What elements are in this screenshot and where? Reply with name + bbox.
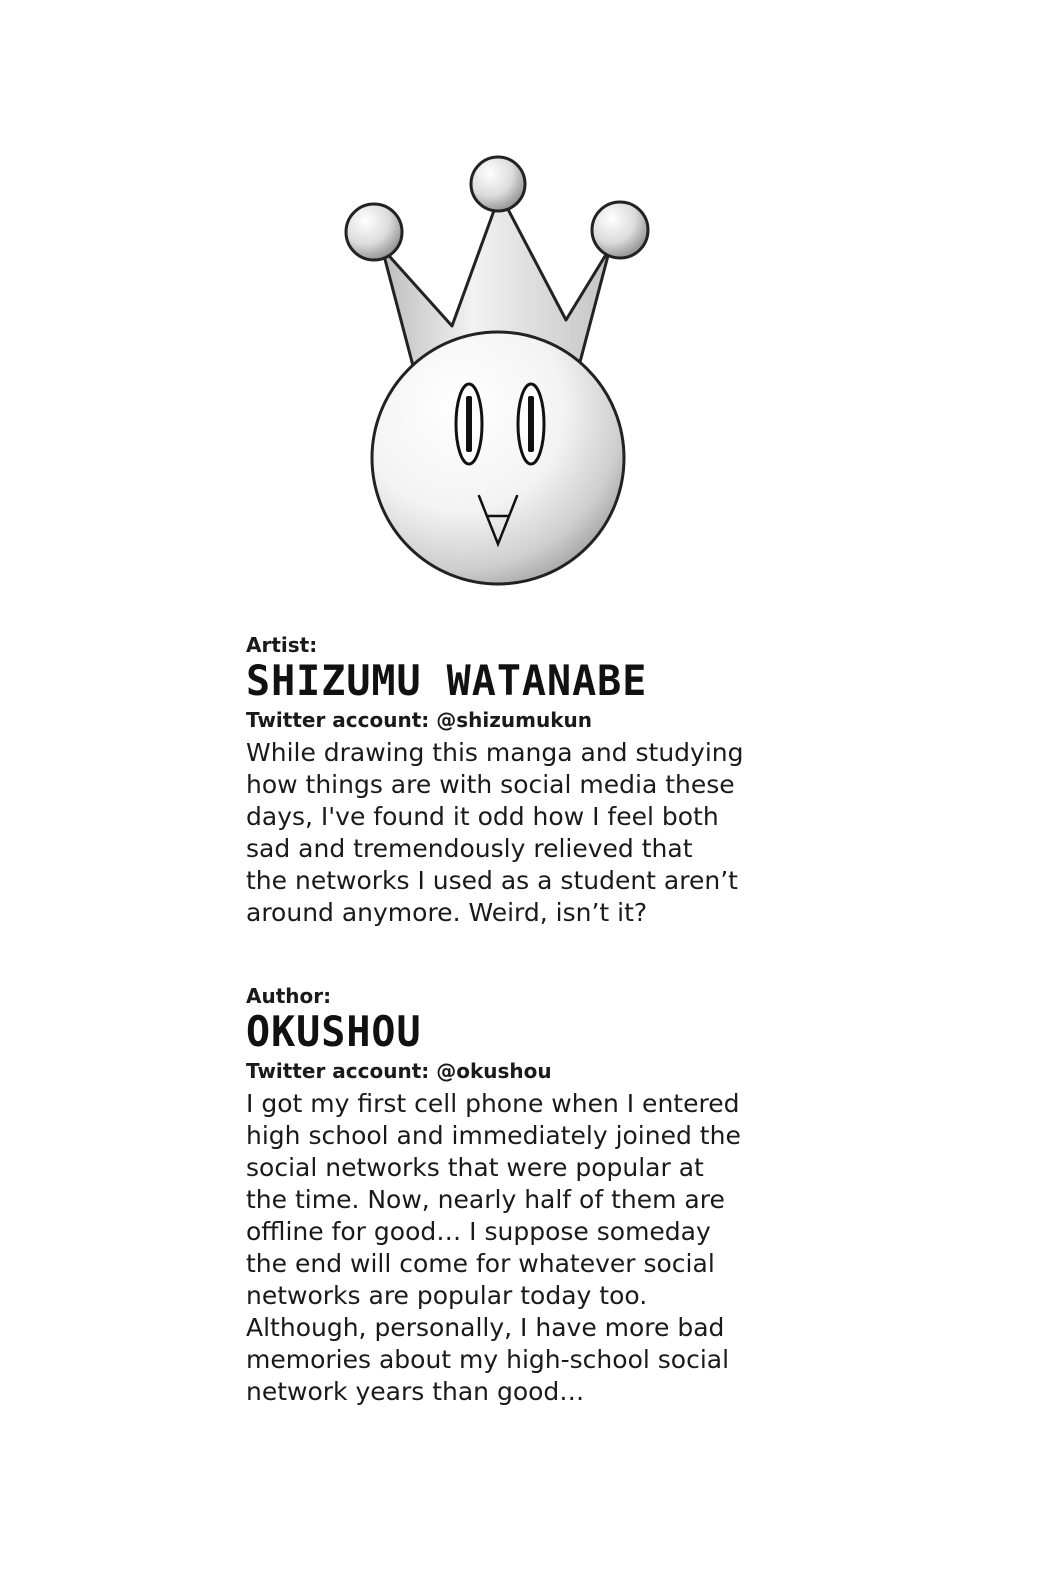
crown-mascot-icon [330,150,660,590]
author-bio-line: network years than good… [246,1377,585,1406]
author-role-label: Author: [246,984,332,1008]
artist-bio-line: how things are with social media these [246,770,735,799]
author-name: OKUSHOU [246,1008,422,1057]
artist-bio-line: days, I've found it odd how I feel both [246,802,719,831]
author-bio-line: offline for good… I suppose someday [246,1217,711,1246]
author-bio-line: social networks that were popular at [246,1153,704,1182]
artist-bio [246,737,806,929]
crown-ball-left [346,204,402,260]
artist-role-label: Artist: [246,633,318,657]
crown-ball-right [592,202,648,258]
author-bio-line: high school and immediately joined the [246,1121,741,1150]
author-bio-line: I got my first cell phone when I entered [246,1089,740,1118]
author-bio [246,1088,806,1408]
author-bio-line: Although, personally, I have more bad [246,1313,725,1342]
artist-twitter-label: Twitter account: [246,708,430,732]
author-bio-line: memories about my high-school social [246,1345,730,1374]
artist-bio-line: sad and tremendously relieved that [246,834,693,863]
crown-ball-center [471,157,525,211]
artist-section [246,633,806,929]
artist-twitter-line [246,707,806,733]
author-twitter-handle: @okushou [436,1059,552,1083]
artist-twitter-handle: @shizumukun [436,708,592,732]
artist-bio-line: While drawing this manga and studying [246,738,744,767]
artist-bio-line: around anymore. Weird, isn’t it? [246,898,648,927]
author-twitter-line [246,1058,806,1084]
artist-name: SHIZUMU WATANABE [246,657,648,706]
author-bio-line: the time. Now, nearly half of them are [246,1185,725,1214]
author-twitter-label: Twitter account: [246,1059,430,1083]
author-bio-line: networks are popular today too. [246,1281,648,1310]
artist-bio-line: the networks I used as a student aren’t [246,866,738,895]
author-section [246,984,806,1408]
author-bio-line: the end will come for whatever social [246,1249,715,1278]
